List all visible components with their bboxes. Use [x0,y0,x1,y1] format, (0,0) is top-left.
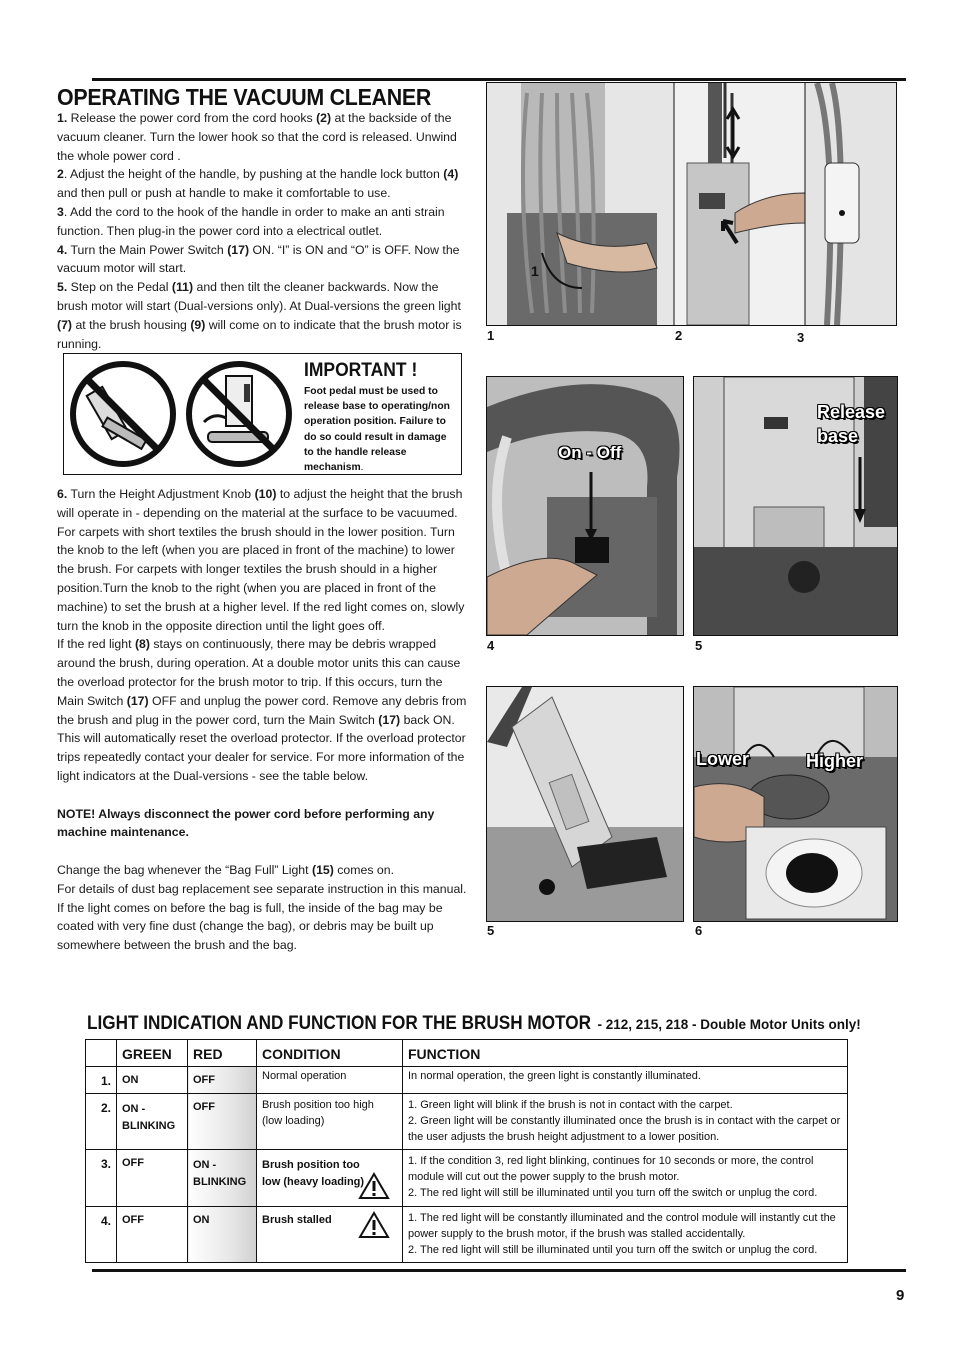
higher-label: Higher [806,751,864,771]
step-2: 2. Adjust the height of the handle, by pushing at the handle lock button (4) and then pull or push at handle to make it comfortable to use. [57,167,459,201]
step-5: 5. Step on the Pedal (11) and then tilt the cleaner backwards. Now the brush motor will start (Dual-versions only). At Dual-versions the green light (7) at the brush housing (9) will come on to indicate that the brush motor is running. [57,280,462,351]
important-heading: IMPORTANT ! [304,360,418,381]
page-title: OPERATING THE VACUUM CLEANER [57,84,432,110]
red-light-paragraph: If the red light (8) stays on continuously, there may be debris wrapped around the brush, during operation. At a double motor units this can cause the overload protector for the brush motor to trip. If this occurs, turn the Main Switch (17) OFF and unplug the power cord. Remove any debris from the brush and plug in the power cord, turn the Main Switch (17) back ON. This will automatically reset the overload protector. If the overload protector trips repeatedly contact your dealer for service. For more information of the light indicators at the Dual-versions - see the table below. [57,637,467,783]
on-off-label: On - Off [558,443,622,462]
figure-1-overlay-number: 1 [531,263,539,279]
row-condition: Brush stalled [257,1207,403,1263]
figure-6-photo [693,686,898,922]
row-condition: Brush position too high (low loading) [257,1094,403,1150]
row-function: 1. Green light will blink if the brush is not in contact with the carpet. 2. Green light will be constantly illuminated once the brush is in contact with the carpet or the user adjusts the brush height adjustment to a lower position. [403,1094,848,1150]
light-indication-table [85,1039,848,1263]
base-label: base [817,426,859,446]
warning-icon [358,1172,390,1200]
figure-1-3-photo [486,82,897,326]
table-heading-sub: - 212, 215, 218 - Double Motor Units only! [593,1017,861,1032]
figure-label-4: 4 [487,638,495,653]
header-condition: CONDITION [257,1040,403,1067]
instructions-top [57,109,469,353]
figure-5-vacuum-photo [486,686,684,922]
row-red: OFF [188,1067,257,1094]
row-function: 1. If the condition 3, red light blinking, continues for 10 seconds or more, the control module will cut out the power supply to the brush motor. 2. The red light will still be illuminated until you turn off the switch or unplug the cord. [403,1150,848,1207]
row-function: 1. The red light will be constantly illuminated and the control module will instantly cut the power supply to the brush motor, if the brush was stalled accidentally. 2. The red light will still be illuminated until you turn off the switch or unplug the cord. [403,1207,848,1263]
table-row [86,1067,848,1094]
row-green: ON - BLINKING [117,1094,188,1150]
row-number: 1. [86,1067,117,1094]
step-3: 3. Add the cord to the hook of the handle in order to make an anti strain function. Then plug-in the power cord into a electrical outlet. [57,204,445,238]
row-red: ON [188,1207,257,1263]
row-condition: Normal operation [257,1067,403,1094]
bag-paragraph: Change the bag whenever the “Bag Full” Light (15) comes on. For details of dust bag replacement see separate instruction in this manual. If the light comes on before the bag is full, the inside of the bag may be coated with very fine dust (change the bag), or debris may be built up somewhere between the brush and the bag. [57,862,467,953]
table-heading [87,1012,861,1035]
row-red: OFF [188,1094,257,1150]
figure-4-photo [486,376,684,636]
header-green: GREEN [117,1040,188,1067]
table-row [86,1150,848,1207]
note: NOTE! Always disconnect the power cord before performing any machine maintenance. [57,806,435,840]
figure-label-6: 6 [695,923,703,938]
lower-label: Lower [696,749,750,769]
table-row [86,1094,848,1150]
row-green: OFF [117,1150,188,1207]
important-box [63,353,462,475]
no-lift-icon [184,358,294,470]
page-number: 9 [896,1287,905,1304]
row-condition: Brush position too low (heavy loading) [257,1150,403,1207]
row-function: In normal operation, the green light is constantly illuminated. [403,1067,848,1094]
table-header-row [86,1040,848,1067]
figure-5-release-photo [693,376,898,636]
header-function: FUNCTION [403,1040,848,1067]
bottom-rule [92,1269,906,1272]
release-label: Release [817,402,886,422]
instructions-bottom [57,485,469,955]
figure-label-1: 1 [487,328,495,343]
step-4: 4. Turn the Main Power Switch (17) ON. “I” is ON and “O” is OFF. Now the vacuum motor will start. [57,242,460,276]
row-green: OFF [117,1207,188,1263]
row-green: ON [117,1067,188,1094]
figure-label-3: 3 [797,330,805,345]
step-6: 6. Turn the Height Adjustment Knob (10) to adjust the height that the brush will operate in - depending on the material at the surface to be vacuumed. For carpets with short textiles the brush should in the lower position. Turn the knob to the left (when you are placed in front of the machine) to lower the brush. For carpets with longer textiles the brush should in a higher position.Turn the knob to the right (when you are placed in front of the machine) to set the brush at a higher level. If the red light comes on, slowly turn the knob in the opposite direction until the light goes off. [57,487,465,633]
row-number: 3. [86,1150,117,1207]
important-text: Foot pedal must be used to release base to operating/non operation position. Failure to do so could result in damage to the handle release mechanism. [304,386,450,474]
row-number: 2. [86,1094,117,1150]
warning-icon [358,1211,390,1239]
no-tilt-icon [68,358,178,470]
step-1: 1. Release the power cord from the cord hooks (2) at the backside of the vacuum cleaner. Turn the lower hook so that the cord is released. Unwind the whole power cord . [57,111,457,163]
row-red: ON - BLINKING [188,1150,257,1207]
top-rule [92,78,906,81]
table-heading-main: LIGHT INDICATION AND FUNCTION FOR THE BRUSH MOTOR [87,1012,591,1034]
header-num [86,1040,117,1067]
header-red: RED [188,1040,257,1067]
figure-label-5b: 5 [487,923,495,938]
figure-label-5a: 5 [695,638,703,653]
row-number: 4. [86,1207,117,1263]
figure-label-2: 2 [675,328,683,343]
table-row [86,1207,848,1263]
